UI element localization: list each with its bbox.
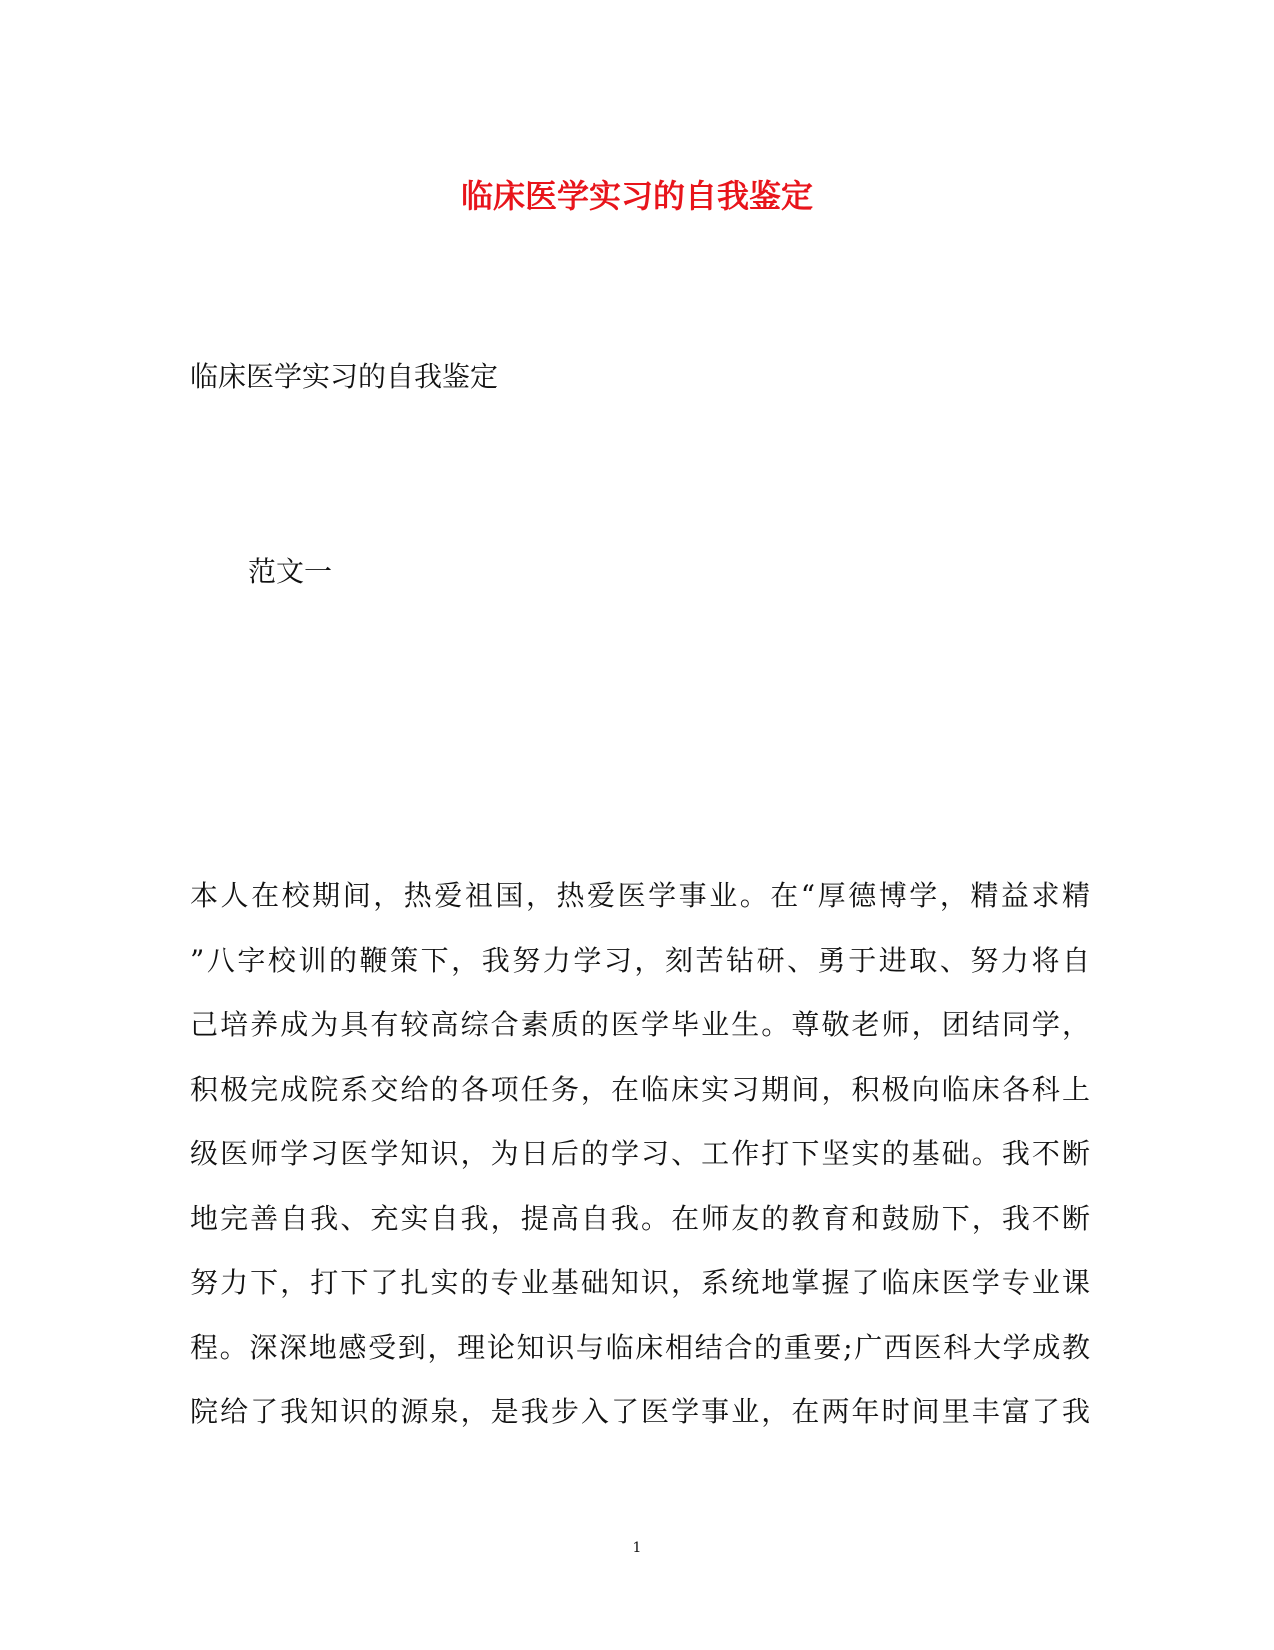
body-line: 积极完成院系交给的各项任务，在临床实习期间，积极向临床各科上 xyxy=(190,1072,1090,1106)
document-title: 临床医学实习的自我鉴定 xyxy=(460,177,813,215)
body-paragraph xyxy=(190,876,1090,1457)
body-line: 级医师学习医学知识，为日后的学习、工作打下坚实的基础。我不断 xyxy=(190,1137,1090,1170)
body-line: ”八字校训的鞭策下，我努力学习，刻苦钻研、勇于进取、努力将自 xyxy=(190,943,1090,977)
body-line: 程。深深地感受到，理论知识与临床相结合的重要;广西医科大学成教 xyxy=(190,1330,1090,1364)
body-line: 努力下，打下了扎实的专业基础知识，系统地掌握了临床医学专业课 xyxy=(190,1266,1090,1299)
body-line: 己培养成为具有较高综合素质的医学毕业生。尊敬老师，团结同学， xyxy=(190,1008,1090,1041)
document-subtitle: 临床医学实习的自我鉴定 xyxy=(190,360,499,393)
page-number: 1 xyxy=(632,1540,642,1556)
body-line: 院给了我知识的源泉，是我步入了医学事业，在两年时间里丰富了我 xyxy=(190,1395,1090,1428)
section-label: 范文一 xyxy=(248,555,333,588)
body-line: 地完善自我、充实自我，提高自我。在师友的教育和鼓励下，我不断 xyxy=(190,1201,1090,1235)
body-line: 本人在校期间，热爱祖国，热爱医学事业。在“厚德博学，精益求精 xyxy=(190,879,1090,912)
